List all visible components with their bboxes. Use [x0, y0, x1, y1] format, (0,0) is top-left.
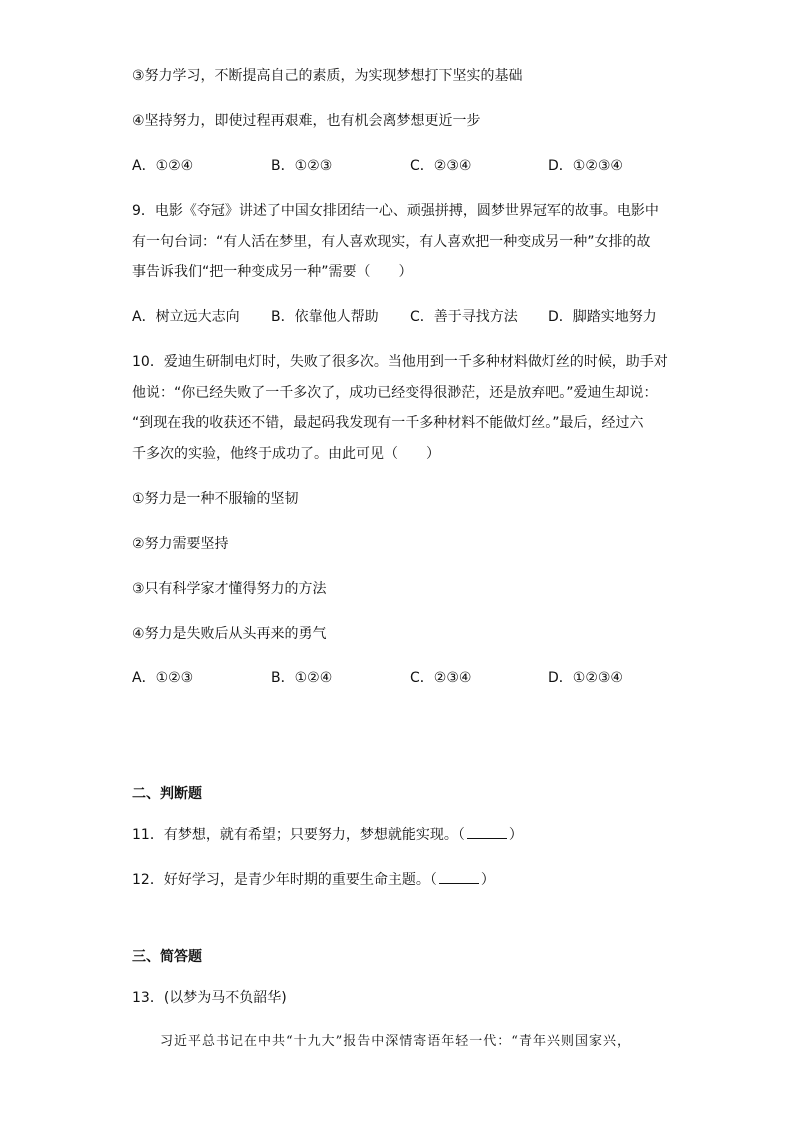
section-heading-judgement: 二、判断题: [132, 786, 202, 802]
q9-line-2: 有一句台词：“有人活在梦里，有人喜欢现实，有人喜欢把一种变成另一种”女排的故: [132, 234, 651, 250]
q11-close: ）: [508, 827, 523, 843]
q11: [132, 824, 523, 845]
q8-item-4: ④坚持努力，即使过程再艰难，也有机会离梦想更近一步: [132, 113, 481, 129]
q12-close: ）: [480, 872, 495, 888]
q9-option-c: C．善于寻找方法: [410, 309, 518, 325]
q11-text: 11．有梦想，就有希望；只要努力，梦想就能实现。（: [132, 827, 465, 843]
q10-option-c: C．②③④: [410, 670, 472, 686]
q12-text: 12．好好学习，是青少年时期的重要生命主题。（: [132, 872, 437, 888]
q8-option-d: D．①②③④: [548, 158, 623, 174]
q10-options: [132, 668, 672, 688]
q8-option-a: A．①②④: [132, 158, 194, 174]
q10-option-b: B．①②④: [271, 670, 333, 686]
q12-answer-blank[interactable]: [439, 869, 479, 884]
q8-item-3: ③努力学习，不断提高自己的素质，为实现梦想打下坚实的基础: [132, 68, 523, 84]
q10-option-a: A．①②③: [132, 670, 194, 686]
q9-line-3: 事告诉我们“把一种变成另一种”需要（ ）: [132, 264, 413, 280]
q10-line-3: “到现在我的收获还不错，最起码我发现有一千多种材料不能做灯丝。”最后，经过六: [132, 415, 644, 431]
q10-line-4: 千多次的实验，他终于成功了。由此可见（ ）: [132, 446, 440, 462]
q9-option-b: B．依靠他人帮助: [271, 309, 379, 325]
section-heading-short-answer: 三、简答题: [132, 949, 202, 965]
q10-item-4: ④努力是失败后从头再来的勇气: [132, 626, 327, 642]
q9-line-1: 9．电影《夺冠》讲述了中国女排团结一心、顽强拼搏，圆梦世界冠军的故事。电影中: [132, 203, 659, 219]
q8-option-b: B．①②③: [271, 158, 333, 174]
q10-item-2: ②努力需要坚持: [132, 536, 229, 552]
q11-answer-blank[interactable]: [467, 824, 507, 839]
q10-option-d: D．①②③④: [548, 670, 623, 686]
q8-option-c: C．②③④: [410, 158, 472, 174]
q10-line-1: 10．爱迪生研制电灯时，失败了很多次。当他用到一千多种材料做灯丝的时候，助手对: [132, 354, 668, 370]
q13-title: 13．(以梦为马不负韶华): [132, 990, 287, 1006]
q10-item-3: ③只有科学家才懂得努力的方法: [132, 581, 327, 597]
q13-paragraph-line-1: 习近平总书记在中共“十九大”报告中深情寄语年轻一代：“青年兴则国家兴，: [160, 1034, 631, 1049]
q10-line-2: 他说：“你已经失败了一千多次了，成功已经变得很渺茫，还是放弃吧。”爱迪生却说：: [132, 385, 658, 401]
q12: [132, 869, 495, 890]
q9-options: [132, 307, 672, 327]
q10-item-1: ①努力是一种不服输的坚韧: [132, 491, 299, 507]
q9-option-a: A．树立远大志向: [132, 309, 240, 325]
q8-options: [132, 156, 672, 176]
q9-option-d: D．脚踏实地努力: [548, 309, 657, 325]
